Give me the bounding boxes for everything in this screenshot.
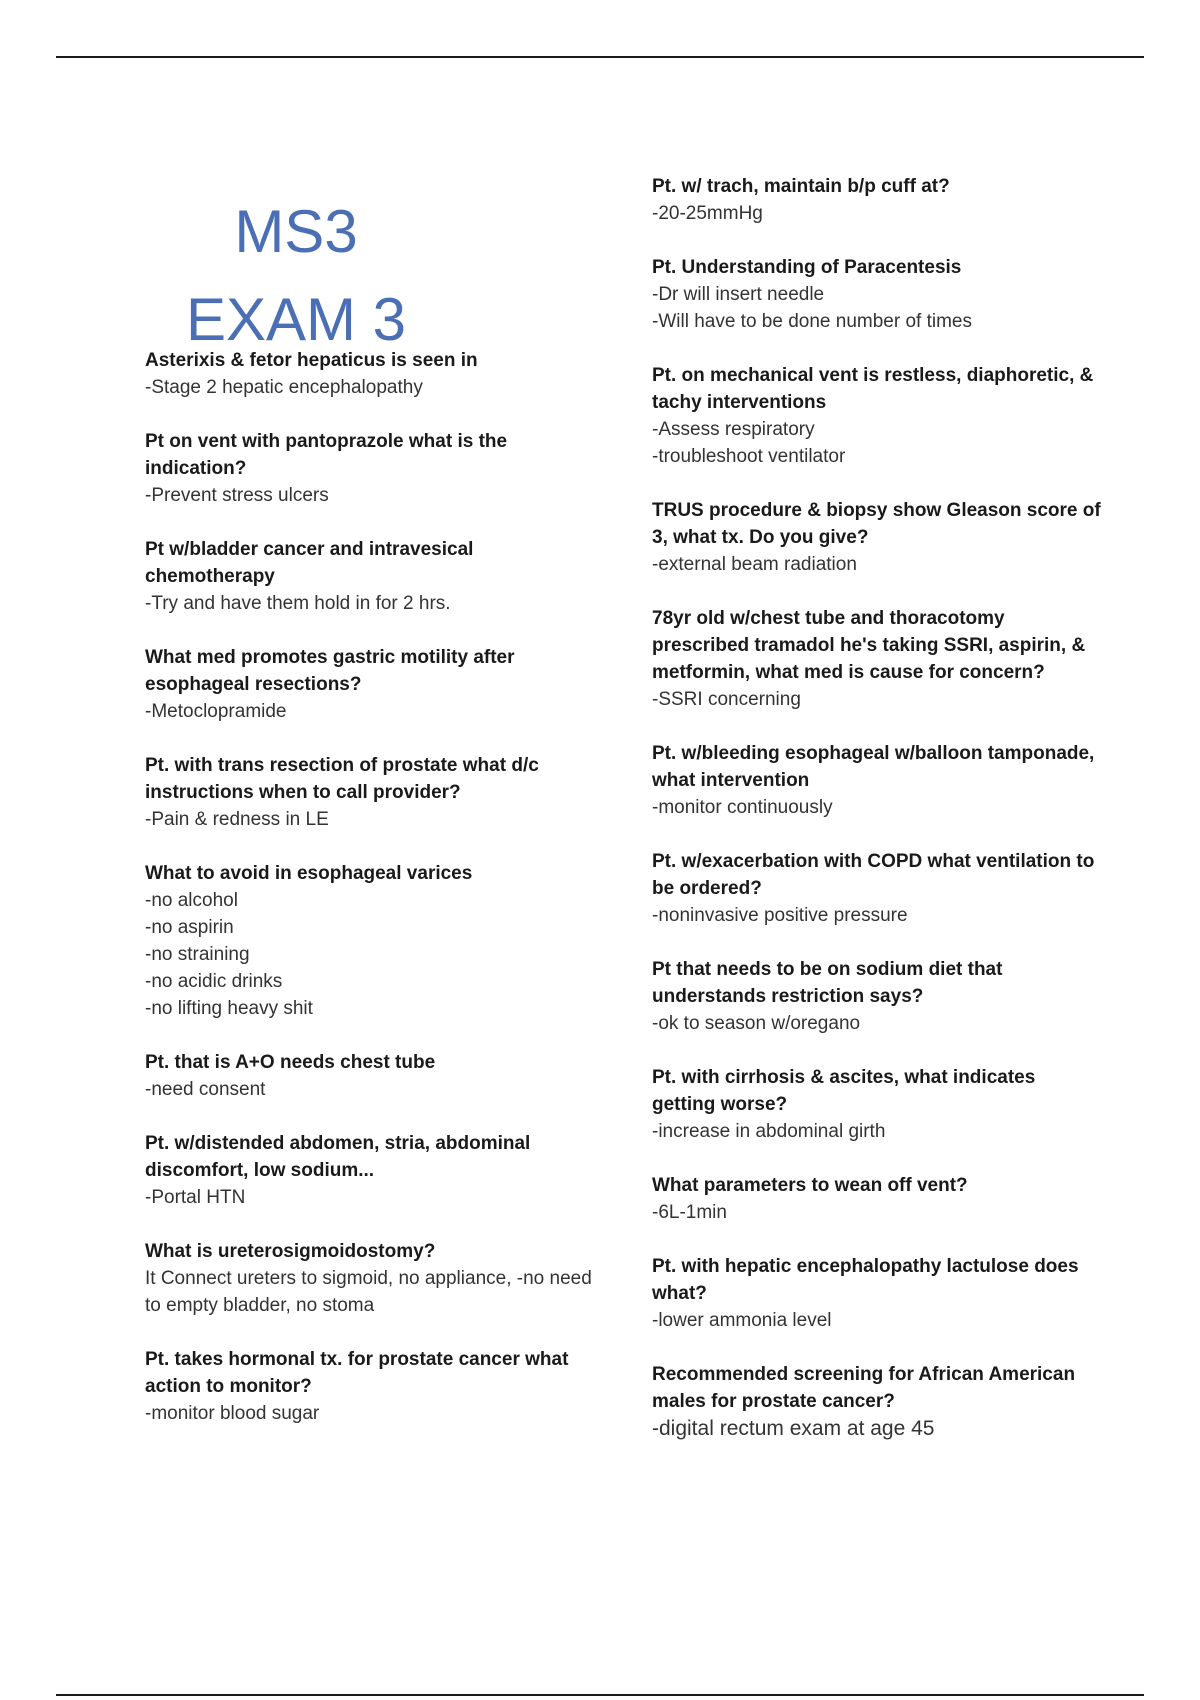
qa-item [145,347,595,401]
top-rule [56,56,1144,58]
qa-item [652,605,1102,713]
qa-item [652,254,1102,335]
qa-item [145,428,595,509]
question-text: Pt on vent with pantoprazole what is the indication? [145,431,508,479]
qa-item [652,1172,1102,1226]
qa-item [145,1346,595,1427]
answer-text: -Portal HTN [145,1187,246,1208]
answer-text: -no straining [145,944,250,965]
question-text: Recommended screening for African American males for prostate cancer? [652,1364,1076,1412]
answer-text: -no acidic drinks [145,971,283,992]
qa-item [652,362,1102,470]
left-column [145,347,595,1454]
question-text: Asterixis & fetor hepaticus is seen in [145,350,478,371]
qa-item [145,644,595,725]
answer-text: -SSRI concerning [652,689,801,710]
question-text: Pt. with cirrhosis & ascites, what indicates getting worse? [652,1067,1036,1115]
question-text: What med promotes gastric motility after esophageal resections? [145,647,515,695]
answer-text: -Dr will insert needle [652,284,825,305]
answer-text: -6L-1min [652,1202,727,1223]
answer-text: -monitor continuously [652,797,833,818]
answer-text: -need consent [145,1079,266,1100]
question-text: Pt. w/bleeding esophageal w/balloon tamponade, what intervention [652,743,1095,791]
title-line-1: MS3 [234,198,358,265]
answer-text: -Stage 2 hepatic encephalopathy [145,377,423,398]
qa-item [145,536,595,617]
answer-text: -Metoclopramide [145,701,287,722]
question-text: Pt. Understanding of Paracentesis [652,257,962,278]
answer-text: -troubleshoot ventilator [652,446,846,467]
bottom-rule [56,1694,1144,1696]
answer-text: -ok to season w/oregano [652,1013,861,1034]
qa-item [652,1064,1102,1145]
question-text: Pt. w/exacerbation with COPD what ventilation to be ordered? [652,851,1095,899]
question-text: Pt. w/ trach, maintain b/p cuff at? [652,176,950,197]
qa-item [145,1238,595,1319]
question-text: Pt w/bladder cancer and intravesical chemotherapy [145,539,474,587]
answer-text: -digital rectum exam at age 45 [652,1417,935,1440]
question-text: Pt. on mechanical vent is restless, diaphoretic, & tachy interventions [652,365,1094,413]
question-text: What is ureterosigmoidostomy? [145,1241,436,1262]
qa-item [145,860,595,1022]
question-text: What to avoid in esophageal varices [145,863,473,884]
answer-text: -20-25mmHg [652,203,763,224]
question-text: TRUS procedure & biopsy show Gleason score of 3, what tx. Do you give? [652,500,1101,548]
answer-text: It Connect ureters to sigmoid, no appliance, -no need to empty bladder, no stoma [145,1268,592,1316]
qa-item [145,1049,595,1103]
answer-text: -Prevent stress ulcers [145,485,329,506]
qa-item [652,740,1102,821]
qa-item [145,1130,595,1211]
answer-text: -monitor blood sugar [145,1403,320,1424]
question-text: 78yr old w/chest tube and thoracotomy prescribed tramadol he's taking SSRI, aspirin, & metformin, what med is cause for concern? [652,608,1086,683]
qa-item [652,497,1102,578]
answer-text: -Assess respiratory [652,419,815,440]
qa-item [652,173,1102,227]
question-text: What parameters to wean off vent? [652,1175,968,1196]
qa-item [145,752,595,833]
question-text: Pt. with hepatic encephalopathy lactulose does what? [652,1256,1079,1304]
answer-text: -no lifting heavy shit [145,998,313,1019]
answer-text: -no alcohol [145,890,238,911]
question-text: Pt. takes hormonal tx. for prostate cancer what action to monitor? [145,1349,569,1397]
document-title [176,188,416,364]
answer-text: -Will have to be done number of times [652,311,972,332]
qa-item [652,1361,1102,1442]
right-column [652,173,1102,1469]
answer-text: -Try and have them hold in for 2 hrs. [145,593,451,614]
title-line-2: EXAM 3 [185,286,407,353]
answer-text: -no aspirin [145,917,234,938]
question-text: Pt. with trans resection of prostate what d/c instructions when to call provider? [145,755,539,803]
answer-text: -increase in abdominal girth [652,1121,886,1142]
qa-item [652,956,1102,1037]
answer-text: -lower ammonia level [652,1310,832,1331]
answer-text: -external beam radiation [652,554,857,575]
question-text: Pt that needs to be on sodium diet that understands restriction says? [652,959,1003,1007]
qa-item [652,1253,1102,1334]
answer-text: -Pain & redness in LE [145,809,329,830]
answer-text: -noninvasive positive pressure [652,905,908,926]
question-text: Pt. w/distended abdomen, stria, abdominal discomfort, low sodium... [145,1133,531,1181]
qa-item [652,848,1102,929]
question-text: Pt. that is A+O needs chest tube [145,1052,436,1073]
